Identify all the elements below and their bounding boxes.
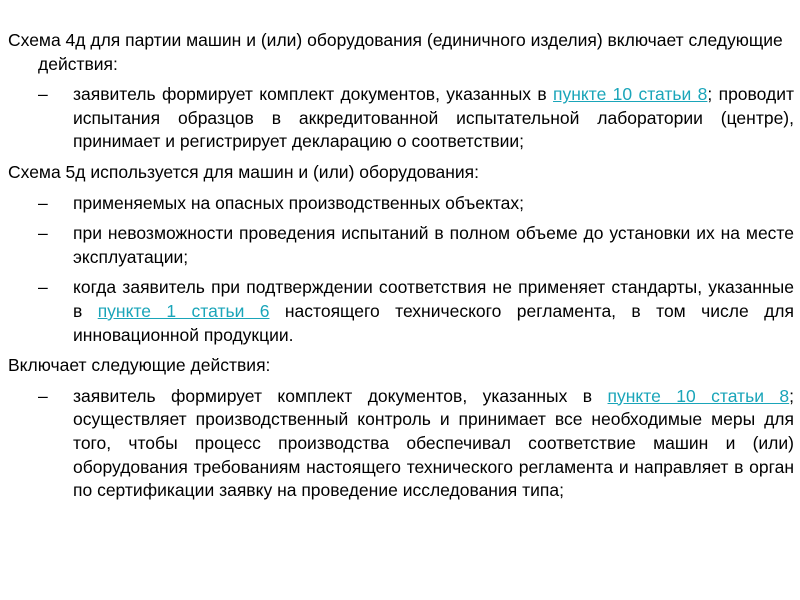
scheme-5d-list [8, 192, 794, 348]
list-item-text-after-link: ; осуществляет производственный контроль и принимает все необходимые меры для того, чтобы процесс производства обеспечивал соответствие машин и (или) оборудования требованиям настоящего технического регламента и направляет в орган по сертификации заявку на проведение исследования типа; [73, 385, 795, 501]
link-punkt-10-stati-8[interactable]: пункте 10 статьи 8 [553, 84, 708, 105]
list-item-text-after-link: настоящего технического регламента, в том числе для инновационной продукции. [73, 300, 794, 345]
list-item-text-before-link: когда заявитель при подтверждении соответствия не применяет стандарты, указанные в [73, 277, 794, 321]
list-item [8, 192, 794, 216]
dash-bullet: – [38, 192, 48, 213]
link-punkt-1-stati-6[interactable]: пункте 1 статьи 6 [97, 300, 270, 321]
list-item [8, 276, 794, 347]
actions-intro: Включает следующие действия: [8, 355, 271, 376]
list-item [8, 385, 794, 503]
list-item-text: при невозможности проведения испытаний в полном объеме до установки их на месте эксплуатации; [73, 223, 794, 267]
list-item-text-after-link: ; проводит испытания образцов в аккредитованной испытательной лаборатории (центре), принимает и регистрирует декларацию о соответствии; [73, 84, 794, 152]
dash-bullet: – [38, 385, 48, 406]
scheme-4d-intro: Схема 4д для партии машин и (или) оборудования (единичного изделия) включает следующие действия: [8, 30, 783, 74]
list-item-text: применяемых на опасных производственных объектах; [73, 192, 525, 213]
list-item [8, 83, 794, 154]
actions-list [8, 385, 794, 503]
dash-bullet: – [38, 223, 48, 244]
dash-bullet: – [38, 84, 48, 105]
link-punkt-10-stati-8[interactable]: пункте 10 статьи 8 [607, 385, 790, 406]
scheme-4d-list [8, 83, 794, 154]
list-item [8, 222, 794, 269]
dash-bullet: – [38, 277, 48, 298]
list-item-text-before-link: заявитель формирует комплект документов, указанных в [73, 84, 554, 105]
document-body [8, 29, 794, 510]
scheme-5d-intro: Схема 5д используется для машин и (или) оборудования: [8, 161, 480, 182]
list-item-text-before-link: заявитель формирует комплект документов, указанных в [73, 385, 608, 406]
